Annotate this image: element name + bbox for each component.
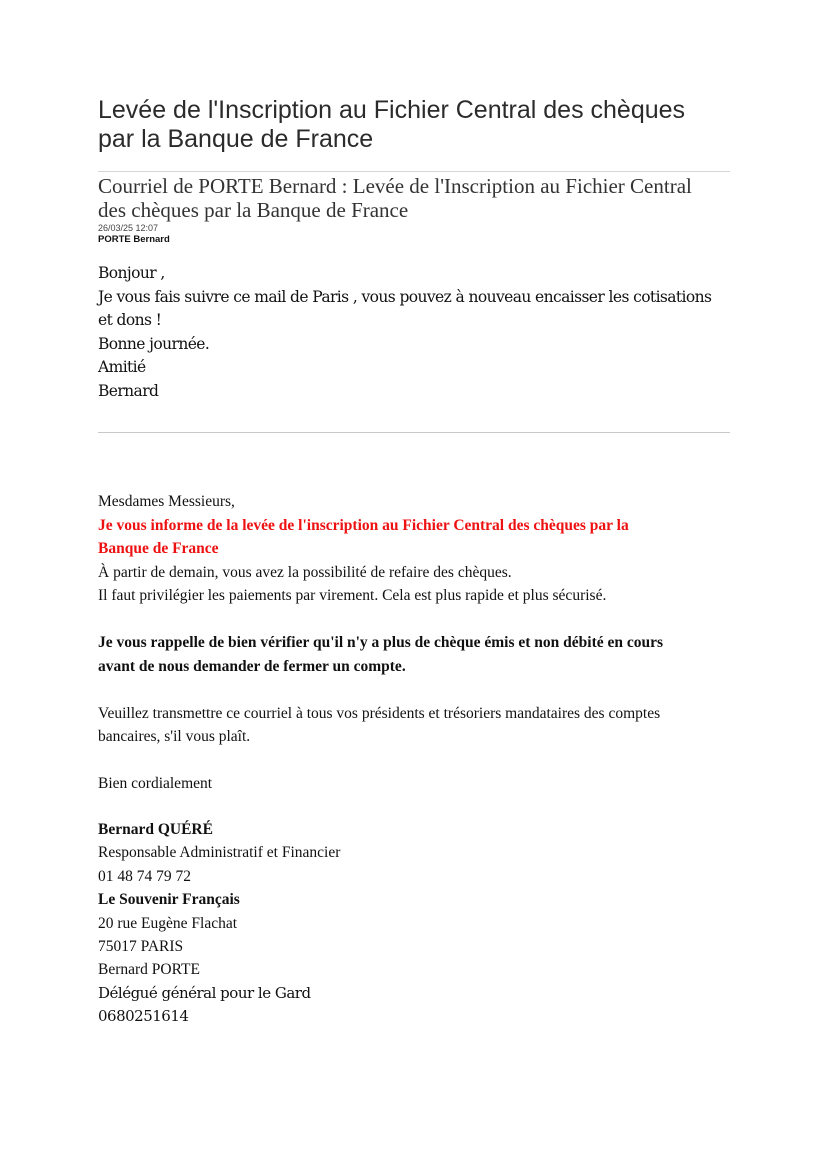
forward-highlight-line: Je vous informe de la levée de l'inscription au Fichier Central des chèques par la xyxy=(98,516,629,534)
forward-closing: Bien cordialement xyxy=(98,775,213,792)
forward-request-line: Veuillez transmettre ce courriel à tous vos présidents et trésoriers mandataires des comptes xyxy=(98,704,661,722)
paragraph-gap xyxy=(98,749,738,773)
sender-role: Délégué général pour le Gard xyxy=(98,983,311,1002)
intro-line: Bernard xyxy=(98,381,159,400)
signature-role: Responsable Administratif et Financier xyxy=(98,844,341,862)
email-subject-line-2: des chèques par la Banque de France xyxy=(98,198,409,222)
email-subject xyxy=(98,174,730,222)
forward-reminder-line: Je vous rappelle de bien vérifier qu'il n'y a plus de chèque émis et non débité en cours xyxy=(98,634,664,651)
forward-highlight-line: Banque de France xyxy=(98,540,219,557)
signature-organization: Le Souvenir Français xyxy=(98,891,240,909)
intro-line: Je vous fais suivre ce mail de Paris , vous pouvez à nouveau encaisser les cotisations xyxy=(98,287,712,306)
forward-greeting: Mesdames Messieurs, xyxy=(98,493,235,510)
paragraph-gap xyxy=(98,608,738,632)
intro-line: Amitié xyxy=(98,358,146,376)
email-author: PORTE Bernard xyxy=(98,234,170,245)
intro-line: Bonne journée. xyxy=(98,334,210,353)
document-title xyxy=(98,96,730,154)
document-title-line-1: Levée de l'Inscription au Fichier Central des chèques xyxy=(98,96,686,124)
intro-line: Bonjour , xyxy=(98,264,165,282)
forward-request-line: bancaires, s'il vous plaît. xyxy=(98,728,251,745)
email-subject-line-1: Courriel de PORTE Bernard : Levée de l'Inscription au Fichier Central xyxy=(98,174,692,198)
signature-name: Bernard QUÉRÉ xyxy=(98,821,213,838)
forward-reminder-line: avant de nous demander de fermer un compte. xyxy=(98,657,406,675)
email-signature xyxy=(98,818,730,1029)
signature-city: 75017 PARIS xyxy=(98,938,184,956)
paragraph-gap xyxy=(98,678,738,702)
sender-name: Bernard PORTE xyxy=(98,961,200,979)
email-date: 26/03/25 12:07 xyxy=(98,223,159,233)
title-divider xyxy=(98,171,730,172)
sender-phone: 0680251614 xyxy=(98,1007,189,1026)
forward-divider xyxy=(98,432,730,433)
document-title-line-2: par la Banque de France xyxy=(98,125,374,153)
signature-phone: 01 48 74 79 72 xyxy=(98,867,191,885)
email-intro xyxy=(98,262,730,403)
forwarded-message xyxy=(98,490,738,796)
forward-body-line: Il faut privilégier les paiements par virement. Cela est plus rapide et plus sécurisé. xyxy=(98,587,607,604)
forward-body-line: À partir de demain, vous avez la possibilité de refaire des chèques. xyxy=(98,563,512,581)
signature-street: 20 rue Eugène Flachat xyxy=(98,914,238,932)
intro-line: et dons ! xyxy=(98,311,162,329)
